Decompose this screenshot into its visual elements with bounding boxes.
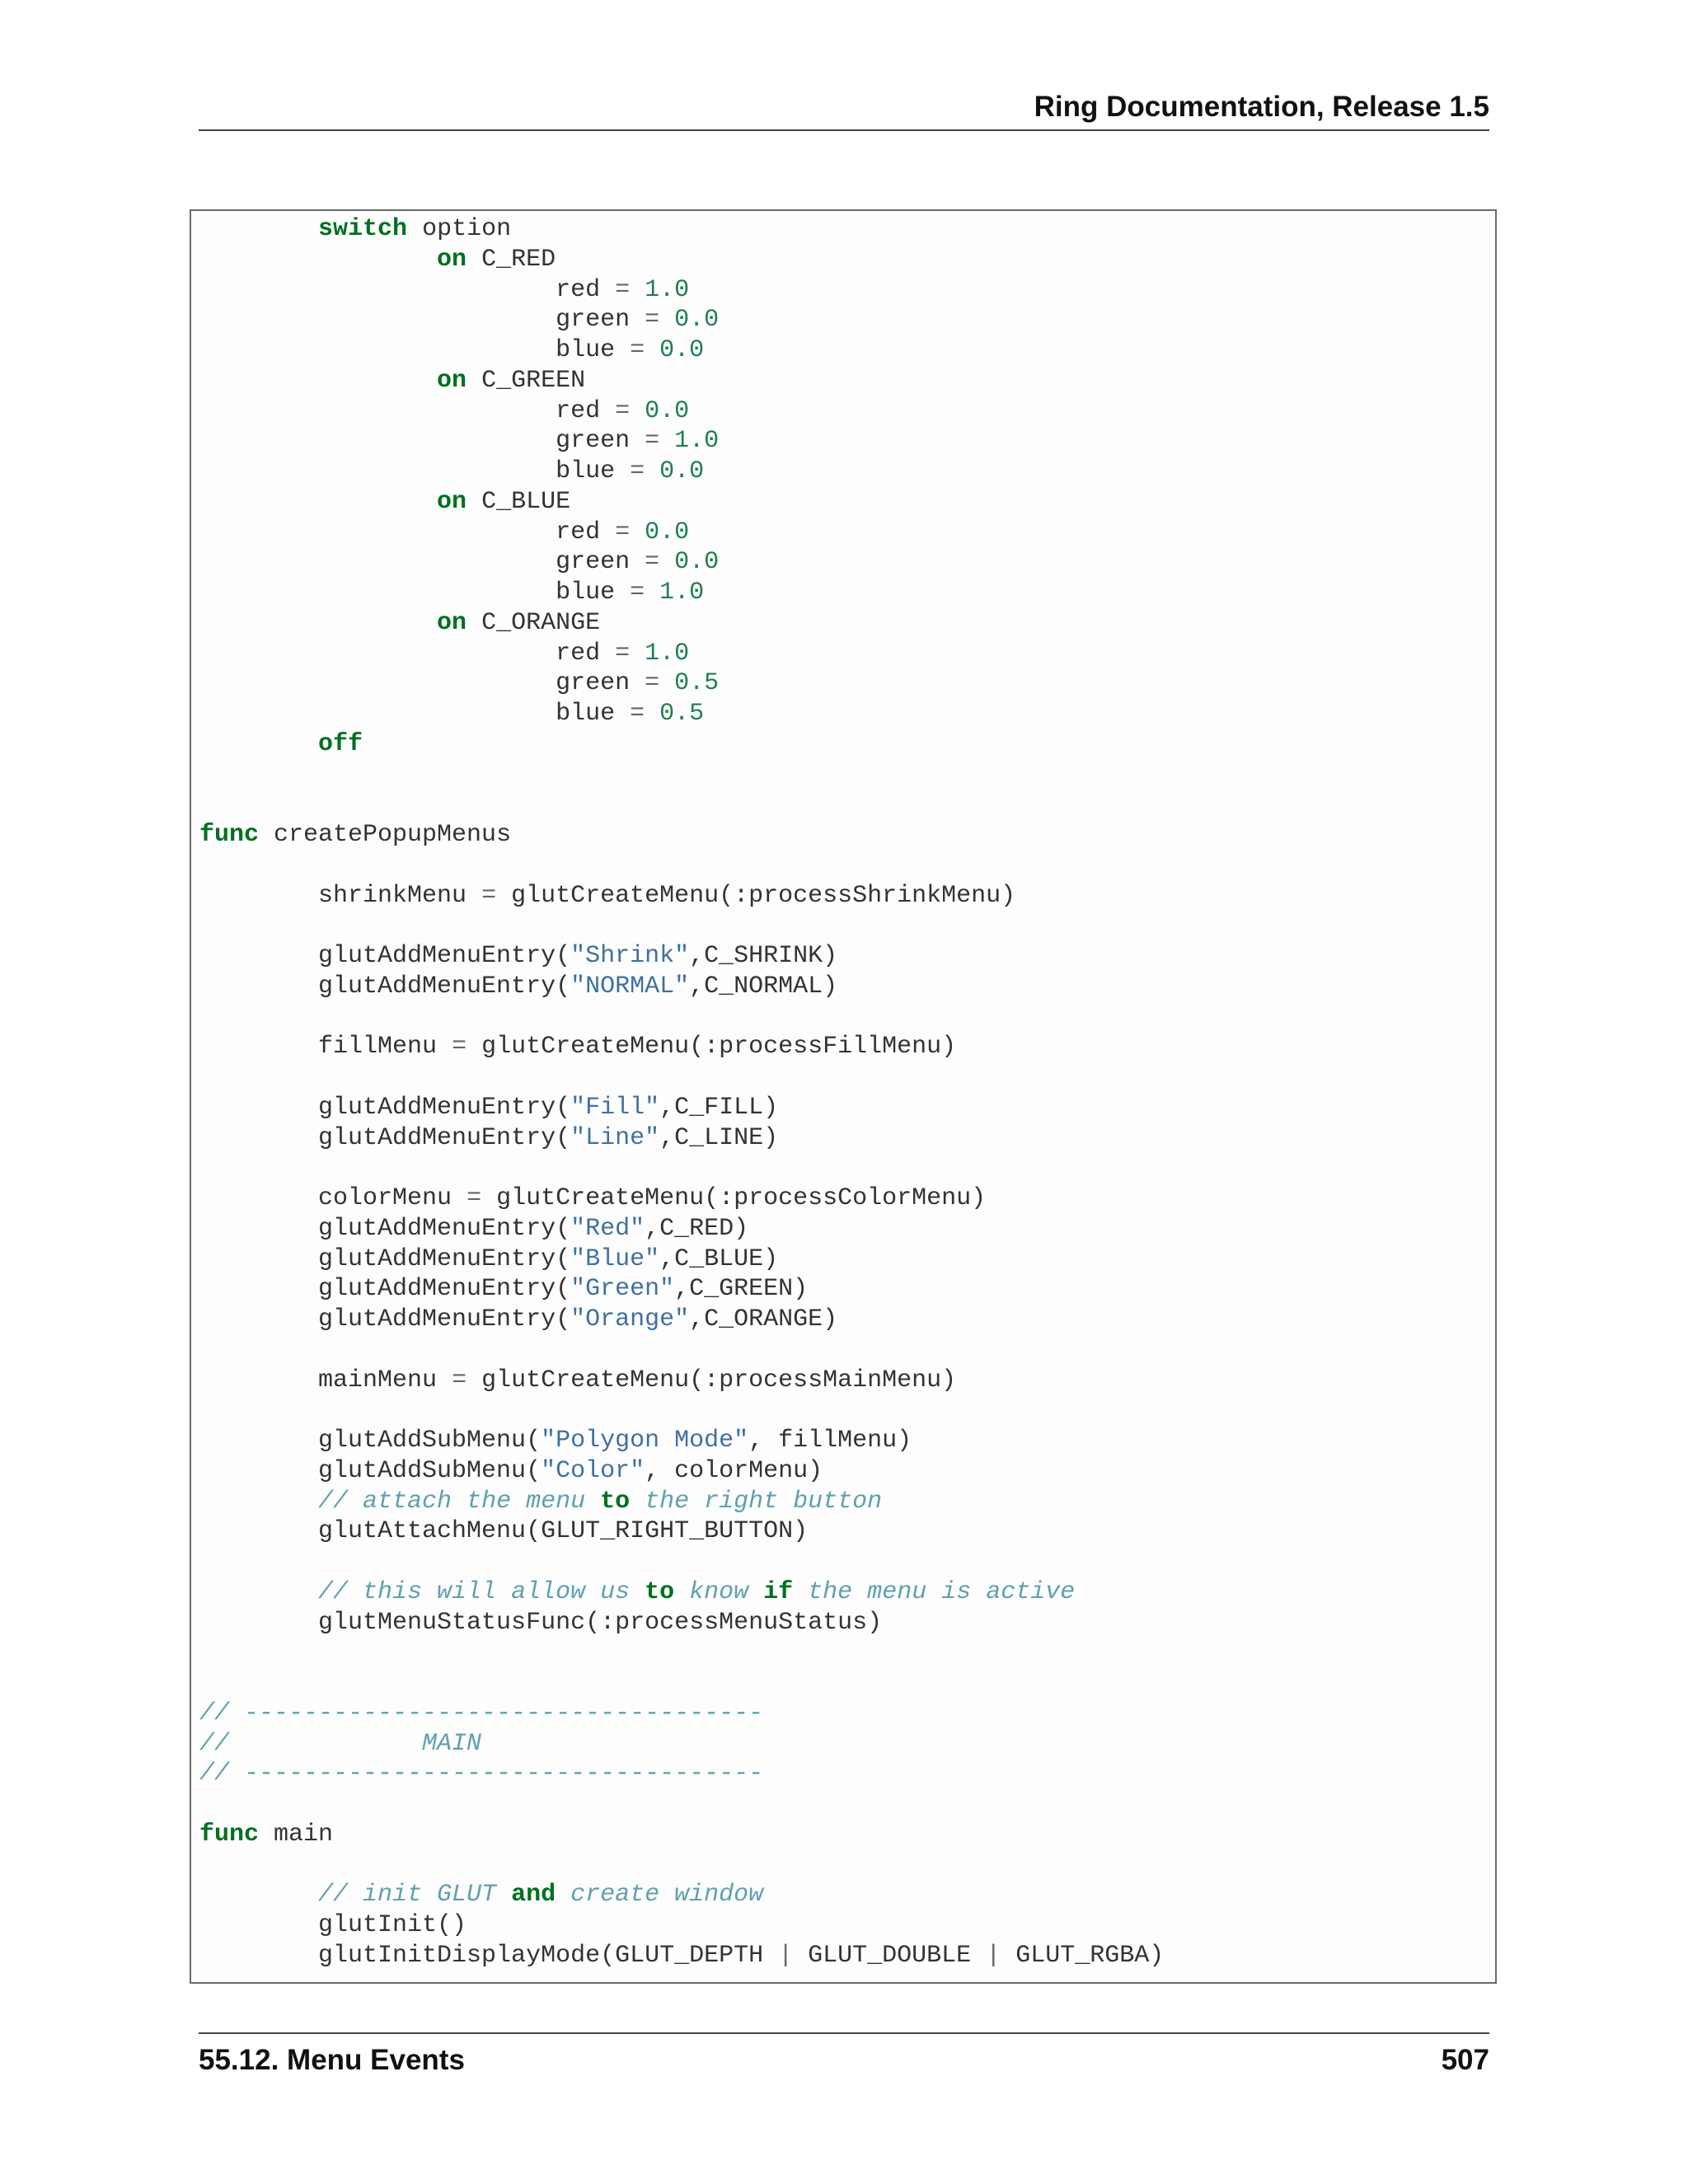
- code-token: green: [199, 669, 645, 698]
- code-token: GLUT_DOUBLE: [793, 1941, 987, 1970]
- code-token: "Red": [570, 1214, 645, 1243]
- code-token: createPopupMenus: [259, 821, 512, 849]
- code-line: [199, 790, 1164, 820]
- code-line: [199, 245, 1164, 275]
- code-token: // this will allow us: [318, 1577, 645, 1606]
- code-token: 0.0: [659, 336, 705, 364]
- code-token: =: [467, 1184, 482, 1212]
- code-token: [199, 1881, 318, 1909]
- code-token: the right button: [630, 1487, 883, 1516]
- code-line: [199, 1123, 1164, 1154]
- code-line: [199, 457, 1164, 487]
- code-token: ,C_GREEN): [674, 1275, 809, 1304]
- code-token: [630, 276, 645, 304]
- code-line: [199, 1426, 1164, 1456]
- code-token: |: [778, 1941, 794, 1970]
- code-line: [199, 1668, 1164, 1699]
- code-token: 0.0: [674, 306, 720, 335]
- code-token: [199, 215, 318, 243]
- code-line: [199, 366, 1164, 396]
- code-token: "Line": [570, 1123, 660, 1152]
- code-token: mainMenu: [199, 1366, 452, 1394]
- code-token: fillMenu: [199, 1033, 452, 1062]
- code-token: on: [437, 245, 467, 274]
- code-token: 0.0: [659, 457, 705, 485]
- code-token: =: [645, 427, 660, 456]
- code-token: glutAddMenuEntry(: [199, 942, 571, 970]
- code-line: [199, 1032, 1164, 1062]
- code-token: on: [437, 366, 467, 395]
- code-token: // MAIN: [199, 1729, 482, 1758]
- code-token: glutCreateMenu(:processShrinkMenu): [496, 881, 1016, 910]
- code-token: "Fill": [570, 1093, 660, 1122]
- code-token: if: [763, 1577, 794, 1606]
- code-line: [199, 1366, 1164, 1396]
- code-line: [199, 729, 1164, 760]
- code-token: green: [199, 306, 645, 335]
- code-token: switch: [318, 215, 408, 243]
- code-token: "NORMAL": [570, 972, 690, 1001]
- code-token: glutAddMenuEntry(: [199, 1275, 571, 1304]
- code-token: the menu is active: [793, 1577, 1076, 1606]
- code-token: and: [511, 1881, 556, 1910]
- code-token: blue: [199, 457, 631, 485]
- code-token: func: [199, 1820, 260, 1849]
- code-token: [659, 306, 674, 334]
- code-token: green: [199, 548, 645, 577]
- section-title: 55.12. Menu Events: [199, 2044, 465, 2076]
- code-line: [199, 1608, 1164, 1638]
- code-line: [199, 1305, 1164, 1335]
- code-token: 1.0: [645, 275, 690, 304]
- code-token: 1.0: [674, 427, 720, 456]
- page-footer: [199, 2044, 1489, 2077]
- code-token: // init GLUT: [318, 1881, 512, 1910]
- code-token: ,C_BLUE): [659, 1244, 779, 1273]
- code-line: [199, 1487, 1164, 1517]
- code-token: // -----------------------------------: [199, 1699, 764, 1727]
- code-token: [199, 609, 437, 637]
- code-line: [199, 1699, 1164, 1729]
- code-token: red: [199, 396, 616, 425]
- code-token: glutAddMenuEntry(: [199, 1305, 571, 1333]
- code-token: on: [437, 608, 467, 637]
- code-token: 0.0: [645, 396, 690, 425]
- code-line: [199, 1214, 1164, 1244]
- code-token: // attach the menu: [318, 1487, 601, 1516]
- code-line: [199, 518, 1164, 548]
- page-header-title: Ring Documentation, Release 1.5: [1034, 91, 1489, 123]
- code-token: =: [481, 881, 497, 910]
- code-block: [190, 209, 1497, 1984]
- code-line: [199, 1729, 1164, 1760]
- code-token: option: [407, 215, 512, 243]
- code-token: [659, 548, 674, 576]
- code-token: 0.0: [645, 518, 690, 546]
- code-token: ,C_ORANGE): [689, 1305, 838, 1333]
- code-token: [199, 730, 318, 758]
- code-token: =: [452, 1033, 467, 1062]
- code-token: "Shrink": [570, 942, 690, 970]
- code-token: ,C_SHRINK): [689, 942, 838, 970]
- code-token: [199, 246, 437, 274]
- code-token: =: [630, 336, 645, 364]
- code-line: [199, 699, 1164, 729]
- code-line: [199, 1850, 1164, 1881]
- code-token: [645, 700, 659, 728]
- code-line: [199, 1638, 1164, 1668]
- code-line: [199, 668, 1164, 699]
- code-line: [199, 547, 1164, 578]
- code-line: [199, 1062, 1164, 1093]
- code-token: glutMenuStatusFunc(:processMenuStatus): [199, 1608, 883, 1637]
- code-line: [199, 820, 1164, 851]
- code-token: glutCreateMenu(:processFillMenu): [467, 1033, 957, 1062]
- code-token: C_BLUE: [467, 487, 571, 516]
- code-token: [645, 336, 659, 364]
- code-token: =: [630, 457, 645, 485]
- code-token: 0.5: [659, 700, 705, 728]
- code-token: 0.5: [674, 669, 720, 698]
- code-token: 1.0: [645, 639, 690, 668]
- code-token: |: [986, 1941, 1001, 1970]
- code-token: [199, 488, 437, 516]
- code-token: [630, 518, 645, 546]
- code-token: "Orange": [570, 1305, 690, 1333]
- code-token: ,C_LINE): [659, 1123, 779, 1152]
- code-line: [199, 1516, 1164, 1547]
- code-line: [199, 335, 1164, 366]
- code-token: red: [199, 639, 616, 668]
- code-token: glutAttachMenu(GLUT_RIGHT_BUTTON): [199, 1517, 809, 1546]
- code-token: [659, 669, 674, 697]
- header-rule: [199, 129, 1489, 131]
- code-line: [199, 1941, 1164, 1971]
- code-token: glutCreateMenu(:processMainMenu): [467, 1366, 957, 1394]
- code-token: [659, 427, 674, 455]
- code-line: [199, 1789, 1164, 1820]
- code-token: ,C_FILL): [659, 1093, 779, 1122]
- code-line: [199, 1183, 1164, 1214]
- code-token: =: [615, 639, 631, 668]
- code-line: [199, 275, 1164, 306]
- code-line: [199, 1093, 1164, 1123]
- code-line: [199, 1002, 1164, 1033]
- code-token: glutAddMenuEntry(: [199, 1244, 571, 1273]
- code-token: =: [645, 548, 660, 577]
- code-line: [199, 911, 1164, 941]
- code-token: glutInitDisplayMode(GLUT_DEPTH: [199, 1941, 779, 1970]
- code-line: [199, 1395, 1164, 1426]
- code-token: glutInit(): [199, 1911, 467, 1939]
- page-number: 507: [1441, 2044, 1489, 2076]
- code-token: "Color": [541, 1456, 645, 1485]
- code-token: red: [199, 518, 616, 546]
- code-token: to: [600, 1487, 631, 1516]
- code-token: glutAddSubMenu(: [199, 1456, 542, 1485]
- code-line: [199, 941, 1164, 972]
- code-token: glutCreateMenu(:processColorMenu): [481, 1184, 987, 1212]
- code-token: ,C_NORMAL): [689, 972, 838, 1001]
- code-token: =: [630, 579, 645, 607]
- code-token: , fillMenu): [748, 1427, 912, 1455]
- code-token: =: [630, 700, 645, 728]
- code-token: =: [645, 669, 660, 698]
- code-token: glutAddMenuEntry(: [199, 1214, 571, 1243]
- code-token: main: [259, 1820, 334, 1849]
- code-line: [199, 1577, 1164, 1608]
- footer-rule: [199, 2032, 1489, 2034]
- code-line: [199, 1244, 1164, 1275]
- code-token: =: [645, 306, 660, 335]
- code-token: C_GREEN: [467, 366, 586, 395]
- code-line: [199, 487, 1164, 518]
- code-token: GLUT_RGBA): [1001, 1941, 1165, 1970]
- code-line: [199, 1153, 1164, 1183]
- code-token: off: [318, 729, 363, 758]
- code-line: [199, 1547, 1164, 1577]
- code-line: [199, 1335, 1164, 1366]
- code-token: create window: [556, 1881, 764, 1910]
- code-line: [199, 578, 1164, 608]
- code-token: func: [199, 821, 260, 849]
- code-token: [199, 1488, 318, 1516]
- code-token: blue: [199, 579, 631, 607]
- code-token: colorMenu: [199, 1184, 467, 1212]
- code-token: C_RED: [467, 245, 556, 274]
- code-token: =: [615, 518, 631, 546]
- code-token: blue: [199, 336, 631, 364]
- code-token: [630, 397, 645, 425]
- code-token: [199, 1578, 318, 1606]
- code-line: [199, 1910, 1164, 1941]
- code-token: red: [199, 275, 616, 304]
- code-line: [199, 214, 1164, 245]
- code-token: to: [645, 1577, 675, 1606]
- code-listing: [199, 214, 1164, 1971]
- code-line: [199, 305, 1164, 335]
- code-line: [199, 426, 1164, 457]
- code-line: [199, 639, 1164, 669]
- code-line: [199, 972, 1164, 1002]
- code-line: [199, 1880, 1164, 1910]
- code-line: [199, 851, 1164, 881]
- code-token: glutAddMenuEntry(: [199, 1093, 571, 1122]
- code-line: [199, 881, 1164, 912]
- code-token: "Blue": [570, 1244, 660, 1273]
- code-token: =: [615, 396, 631, 425]
- code-token: [645, 579, 659, 607]
- code-token: [630, 640, 645, 668]
- code-token: C_ORANGE: [467, 608, 601, 637]
- code-token: know: [674, 1577, 764, 1606]
- code-token: green: [199, 427, 645, 456]
- code-token: shrinkMenu: [199, 881, 482, 910]
- code-token: glutAddMenuEntry(: [199, 972, 571, 1001]
- code-token: "Green": [570, 1275, 675, 1304]
- code-token: on: [437, 487, 467, 516]
- code-line: [199, 1759, 1164, 1789]
- code-token: "Polygon Mode": [541, 1427, 749, 1455]
- code-token: [199, 367, 437, 395]
- code-line: [199, 396, 1164, 427]
- code-line: [199, 760, 1164, 790]
- code-token: ,C_RED): [645, 1214, 749, 1243]
- code-token: glutAddSubMenu(: [199, 1427, 542, 1455]
- code-token: 1.0: [659, 579, 705, 607]
- code-line: [199, 608, 1164, 639]
- code-line: [199, 1820, 1164, 1850]
- code-token: [645, 457, 659, 485]
- code-token: blue: [199, 700, 631, 728]
- code-token: 0.0: [674, 548, 720, 577]
- code-line: [199, 1456, 1164, 1487]
- code-token: glutAddMenuEntry(: [199, 1123, 571, 1152]
- code-token: =: [615, 275, 631, 304]
- code-line: [199, 1274, 1164, 1305]
- code-token: =: [452, 1366, 467, 1394]
- code-token: // -----------------------------------: [199, 1760, 764, 1788]
- code-token: , colorMenu): [645, 1456, 823, 1485]
